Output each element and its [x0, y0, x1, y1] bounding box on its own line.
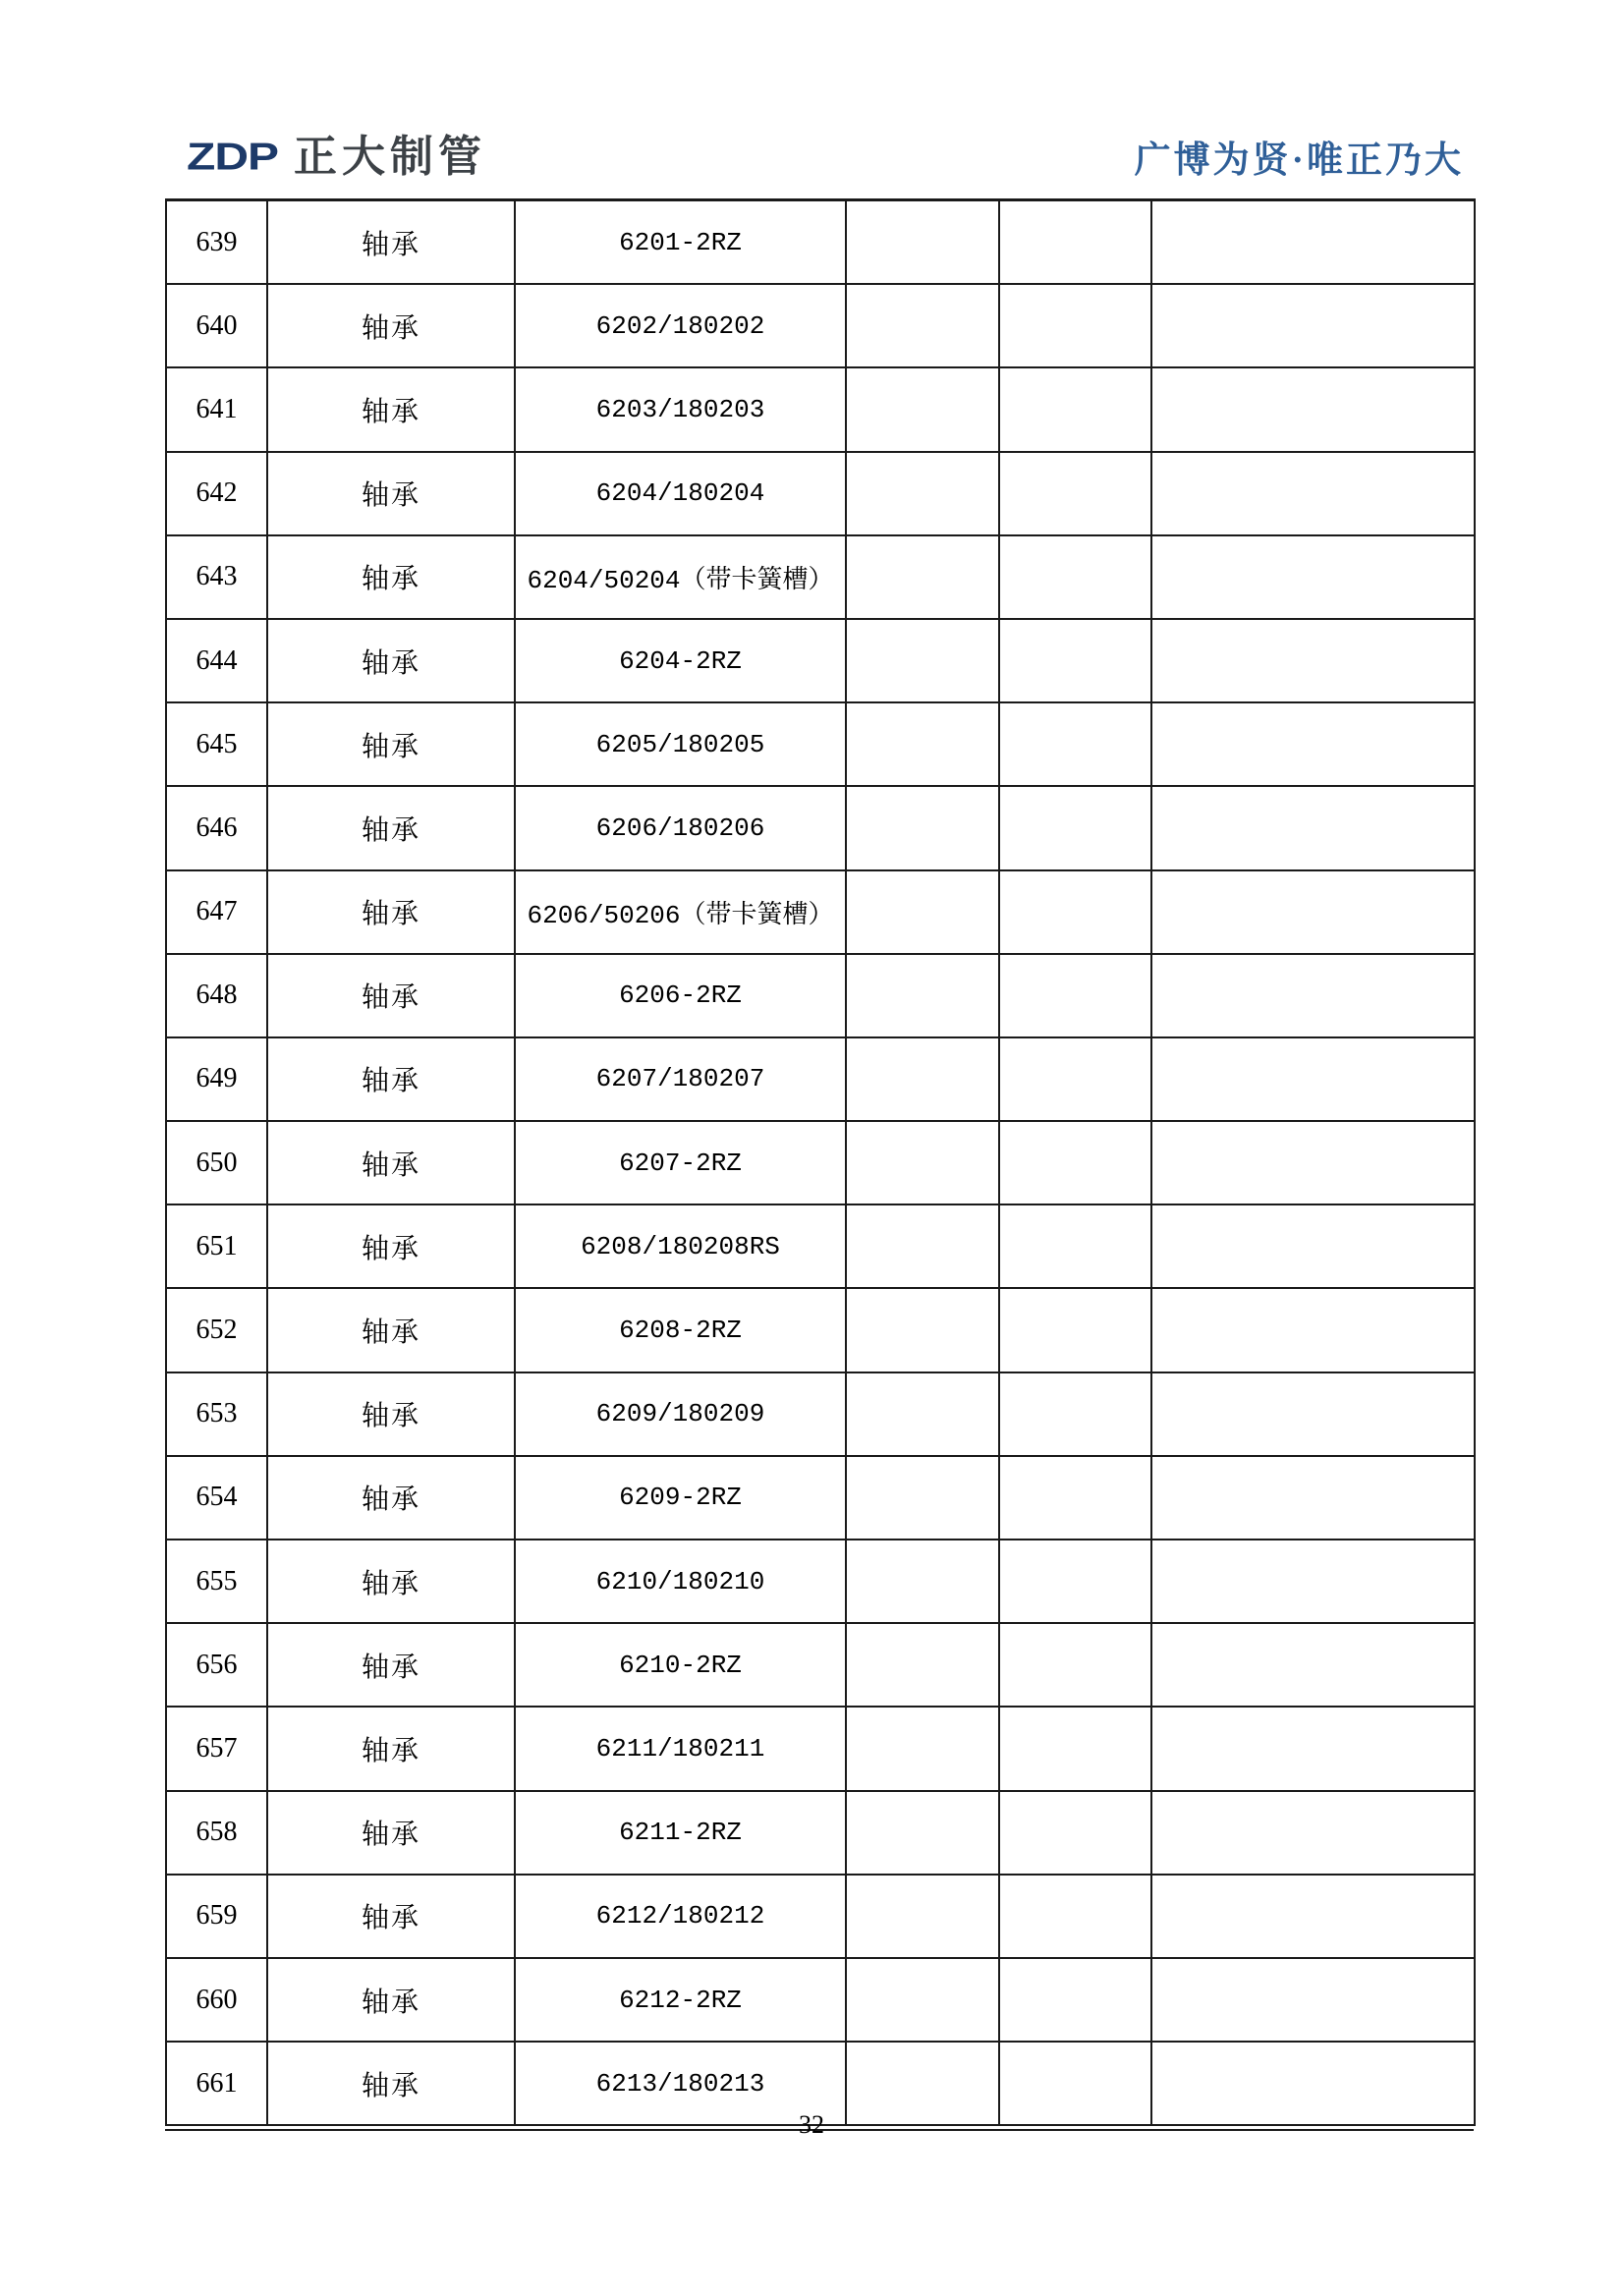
empty-cell-3 — [1151, 452, 1475, 535]
empty-cell-3 — [1151, 702, 1475, 786]
empty-cell-2 — [999, 1204, 1151, 1288]
part-spec-cell: 6210/180210 — [515, 1540, 846, 1623]
row-number-cell: 646 — [166, 786, 267, 869]
empty-cell-3 — [1151, 1791, 1475, 1875]
part-spec-cell: 6206/180206 — [515, 786, 846, 869]
table-row — [166, 870, 1475, 954]
table-row — [166, 1707, 1475, 1790]
table-row — [166, 619, 1475, 702]
empty-cell-3 — [1151, 870, 1475, 954]
parts-table — [165, 198, 1476, 2126]
part-spec-cell: 6205/180205 — [515, 702, 846, 786]
company-slogan: 广博为贤·唯正乃大 — [1134, 140, 1464, 181]
empty-cell-1 — [846, 786, 999, 869]
part-name-cell: 轴承 — [267, 1456, 515, 1540]
empty-cell-3 — [1151, 1623, 1475, 1707]
table-row — [166, 1791, 1475, 1875]
part-spec-cell: 6203/180203 — [515, 367, 846, 451]
table-row — [166, 1456, 1475, 1540]
table-row — [166, 1121, 1475, 1204]
empty-cell-1 — [846, 1540, 999, 1623]
empty-cell-1 — [846, 702, 999, 786]
table-row — [166, 1623, 1475, 1707]
table-row — [166, 702, 1475, 786]
part-name-cell: 轴承 — [267, 1623, 515, 1707]
part-name-cell: 轴承 — [267, 1875, 515, 1958]
empty-cell-1 — [846, 954, 999, 1037]
empty-cell-2 — [999, 1288, 1151, 1372]
row-number-cell: 647 — [166, 870, 267, 954]
empty-cell-3 — [1151, 200, 1475, 285]
empty-cell-3 — [1151, 1958, 1475, 2042]
empty-cell-2 — [999, 619, 1151, 702]
row-number-cell: 661 — [166, 2042, 267, 2125]
empty-cell-2 — [999, 1875, 1151, 1958]
table-row — [166, 367, 1475, 451]
part-spec-cell: 6211-2RZ — [515, 1791, 846, 1875]
table-row — [166, 452, 1475, 535]
empty-cell-1 — [846, 619, 999, 702]
part-name-cell: 轴承 — [267, 367, 515, 451]
part-name-cell: 轴承 — [267, 1121, 515, 1204]
empty-cell-3 — [1151, 1540, 1475, 1623]
empty-cell-2 — [999, 1456, 1151, 1540]
part-spec-cell: 6210-2RZ — [515, 1623, 846, 1707]
row-number-cell: 645 — [166, 702, 267, 786]
empty-cell-3 — [1151, 284, 1475, 367]
empty-cell-2 — [999, 1707, 1151, 1790]
table-row — [166, 954, 1475, 1037]
empty-cell-2 — [999, 1791, 1151, 1875]
empty-cell-2 — [999, 284, 1151, 367]
part-name-cell: 轴承 — [267, 452, 515, 535]
part-name-cell: 轴承 — [267, 1791, 515, 1875]
table-row — [166, 1204, 1475, 1288]
row-number-cell: 643 — [166, 535, 267, 619]
part-name-cell: 轴承 — [267, 870, 515, 954]
empty-cell-1 — [846, 1875, 999, 1958]
part-spec-cell: 6209/180209 — [515, 1372, 846, 1456]
part-name-cell: 轴承 — [267, 1958, 515, 2042]
empty-cell-1 — [846, 1288, 999, 1372]
empty-cell-3 — [1151, 954, 1475, 1037]
empty-cell-1 — [846, 284, 999, 367]
part-spec-cell: 6204/180204 — [515, 452, 846, 535]
empty-cell-1 — [846, 367, 999, 451]
empty-cell-1 — [846, 200, 999, 285]
empty-cell-3 — [1151, 1288, 1475, 1372]
table-row — [166, 535, 1475, 619]
row-number-cell: 644 — [166, 619, 267, 702]
empty-cell-1 — [846, 1456, 999, 1540]
empty-cell-1 — [846, 1623, 999, 1707]
company-logo — [187, 134, 486, 181]
empty-cell-1 — [846, 1707, 999, 1790]
part-name-cell: 轴承 — [267, 200, 515, 285]
part-name-cell: 轴承 — [267, 786, 515, 869]
part-name-cell: 轴承 — [267, 2042, 515, 2125]
zdp-logo-mark: ZDP — [187, 135, 278, 179]
empty-cell-2 — [999, 1372, 1151, 1456]
table-row — [166, 1037, 1475, 1121]
parts-table-wrap — [165, 198, 1474, 2131]
row-number-cell: 642 — [166, 452, 267, 535]
part-spec-cell: 6207/180207 — [515, 1037, 846, 1121]
part-name-cell: 轴承 — [267, 535, 515, 619]
part-name-cell: 轴承 — [267, 619, 515, 702]
empty-cell-1 — [846, 1372, 999, 1456]
row-number-cell: 649 — [166, 1037, 267, 1121]
empty-cell-1 — [846, 1121, 999, 1204]
row-number-cell: 654 — [166, 1456, 267, 1540]
part-name-cell: 轴承 — [267, 1540, 515, 1623]
row-number-cell: 640 — [166, 284, 267, 367]
table-row — [166, 1288, 1475, 1372]
part-name-cell: 轴承 — [267, 1372, 515, 1456]
part-spec-cell: 6206/50206（带卡簧槽） — [515, 870, 846, 954]
row-number-cell: 641 — [166, 367, 267, 451]
part-name-cell: 轴承 — [267, 1204, 515, 1288]
company-name: 正大制管 — [294, 133, 486, 181]
part-spec-cell: 6208-2RZ — [515, 1288, 846, 1372]
row-number-cell: 652 — [166, 1288, 267, 1372]
empty-cell-1 — [846, 1791, 999, 1875]
empty-cell-3 — [1151, 1204, 1475, 1288]
part-spec-cell: 6204-2RZ — [515, 619, 846, 702]
empty-cell-2 — [999, 786, 1151, 869]
table-row — [166, 1372, 1475, 1456]
row-number-cell: 656 — [166, 1623, 267, 1707]
empty-cell-1 — [846, 1204, 999, 1288]
row-number-cell: 648 — [166, 954, 267, 1037]
empty-cell-2 — [999, 535, 1151, 619]
part-spec-cell: 6204/50204（带卡簧槽） — [515, 535, 846, 619]
part-spec-cell: 6201-2RZ — [515, 200, 846, 285]
part-spec-cell: 6207-2RZ — [515, 1121, 846, 1204]
part-spec-cell: 6208/180208RS — [515, 1204, 846, 1288]
empty-cell-1 — [846, 452, 999, 535]
empty-cell-2 — [999, 1121, 1151, 1204]
row-number-cell: 655 — [166, 1540, 267, 1623]
empty-cell-1 — [846, 1958, 999, 2042]
empty-cell-1 — [846, 1037, 999, 1121]
part-spec-cell: 6212-2RZ — [515, 1958, 846, 2042]
part-name-cell: 轴承 — [267, 1037, 515, 1121]
part-name-cell: 轴承 — [267, 1288, 515, 1372]
part-name-cell: 轴承 — [267, 284, 515, 367]
empty-cell-2 — [999, 200, 1151, 285]
row-number-cell: 639 — [166, 200, 267, 285]
empty-cell-3 — [1151, 1372, 1475, 1456]
empty-cell-2 — [999, 1037, 1151, 1121]
empty-cell-1 — [846, 870, 999, 954]
part-spec-cell: 6202/180202 — [515, 284, 846, 367]
table-row — [166, 200, 1475, 285]
table-row — [166, 1958, 1475, 2042]
parts-table-body — [166, 200, 1475, 2126]
empty-cell-3 — [1151, 1875, 1475, 1958]
empty-cell-3 — [1151, 1121, 1475, 1204]
row-number-cell: 660 — [166, 1958, 267, 2042]
empty-cell-3 — [1151, 1456, 1475, 1540]
empty-cell-3 — [1151, 367, 1475, 451]
part-spec-cell: 6206-2RZ — [515, 954, 846, 1037]
page-number: 32 — [799, 2110, 824, 2139]
row-number-cell: 657 — [166, 1707, 267, 1790]
empty-cell-3 — [1151, 1707, 1475, 1790]
table-row — [166, 1875, 1475, 1958]
empty-cell-2 — [999, 702, 1151, 786]
empty-cell-3 — [1151, 1037, 1475, 1121]
row-number-cell: 653 — [166, 1372, 267, 1456]
table-row — [166, 284, 1475, 367]
part-spec-cell: 6209-2RZ — [515, 1456, 846, 1540]
row-number-cell: 651 — [166, 1204, 267, 1288]
empty-cell-2 — [999, 452, 1151, 535]
part-name-cell: 轴承 — [267, 702, 515, 786]
empty-cell-3 — [1151, 786, 1475, 869]
empty-cell-2 — [999, 1540, 1151, 1623]
part-spec-cell: 6213/180213 — [515, 2042, 846, 2125]
table-row — [166, 786, 1475, 869]
part-spec-cell: 6211/180211 — [515, 1707, 846, 1790]
table-row — [166, 1540, 1475, 1623]
part-name-cell: 轴承 — [267, 1707, 515, 1790]
row-number-cell: 658 — [166, 1791, 267, 1875]
empty-cell-2 — [999, 1958, 1151, 2042]
part-name-cell: 轴承 — [267, 954, 515, 1037]
row-number-cell: 650 — [166, 1121, 267, 1204]
empty-cell-2 — [999, 1623, 1151, 1707]
empty-cell-3 — [1151, 619, 1475, 702]
empty-cell-2 — [999, 870, 1151, 954]
empty-cell-1 — [846, 535, 999, 619]
empty-cell-2 — [999, 367, 1151, 451]
part-spec-cell: 6212/180212 — [515, 1875, 846, 1958]
empty-cell-2 — [999, 954, 1151, 1037]
row-number-cell: 659 — [166, 1875, 267, 1958]
empty-cell-3 — [1151, 535, 1475, 619]
